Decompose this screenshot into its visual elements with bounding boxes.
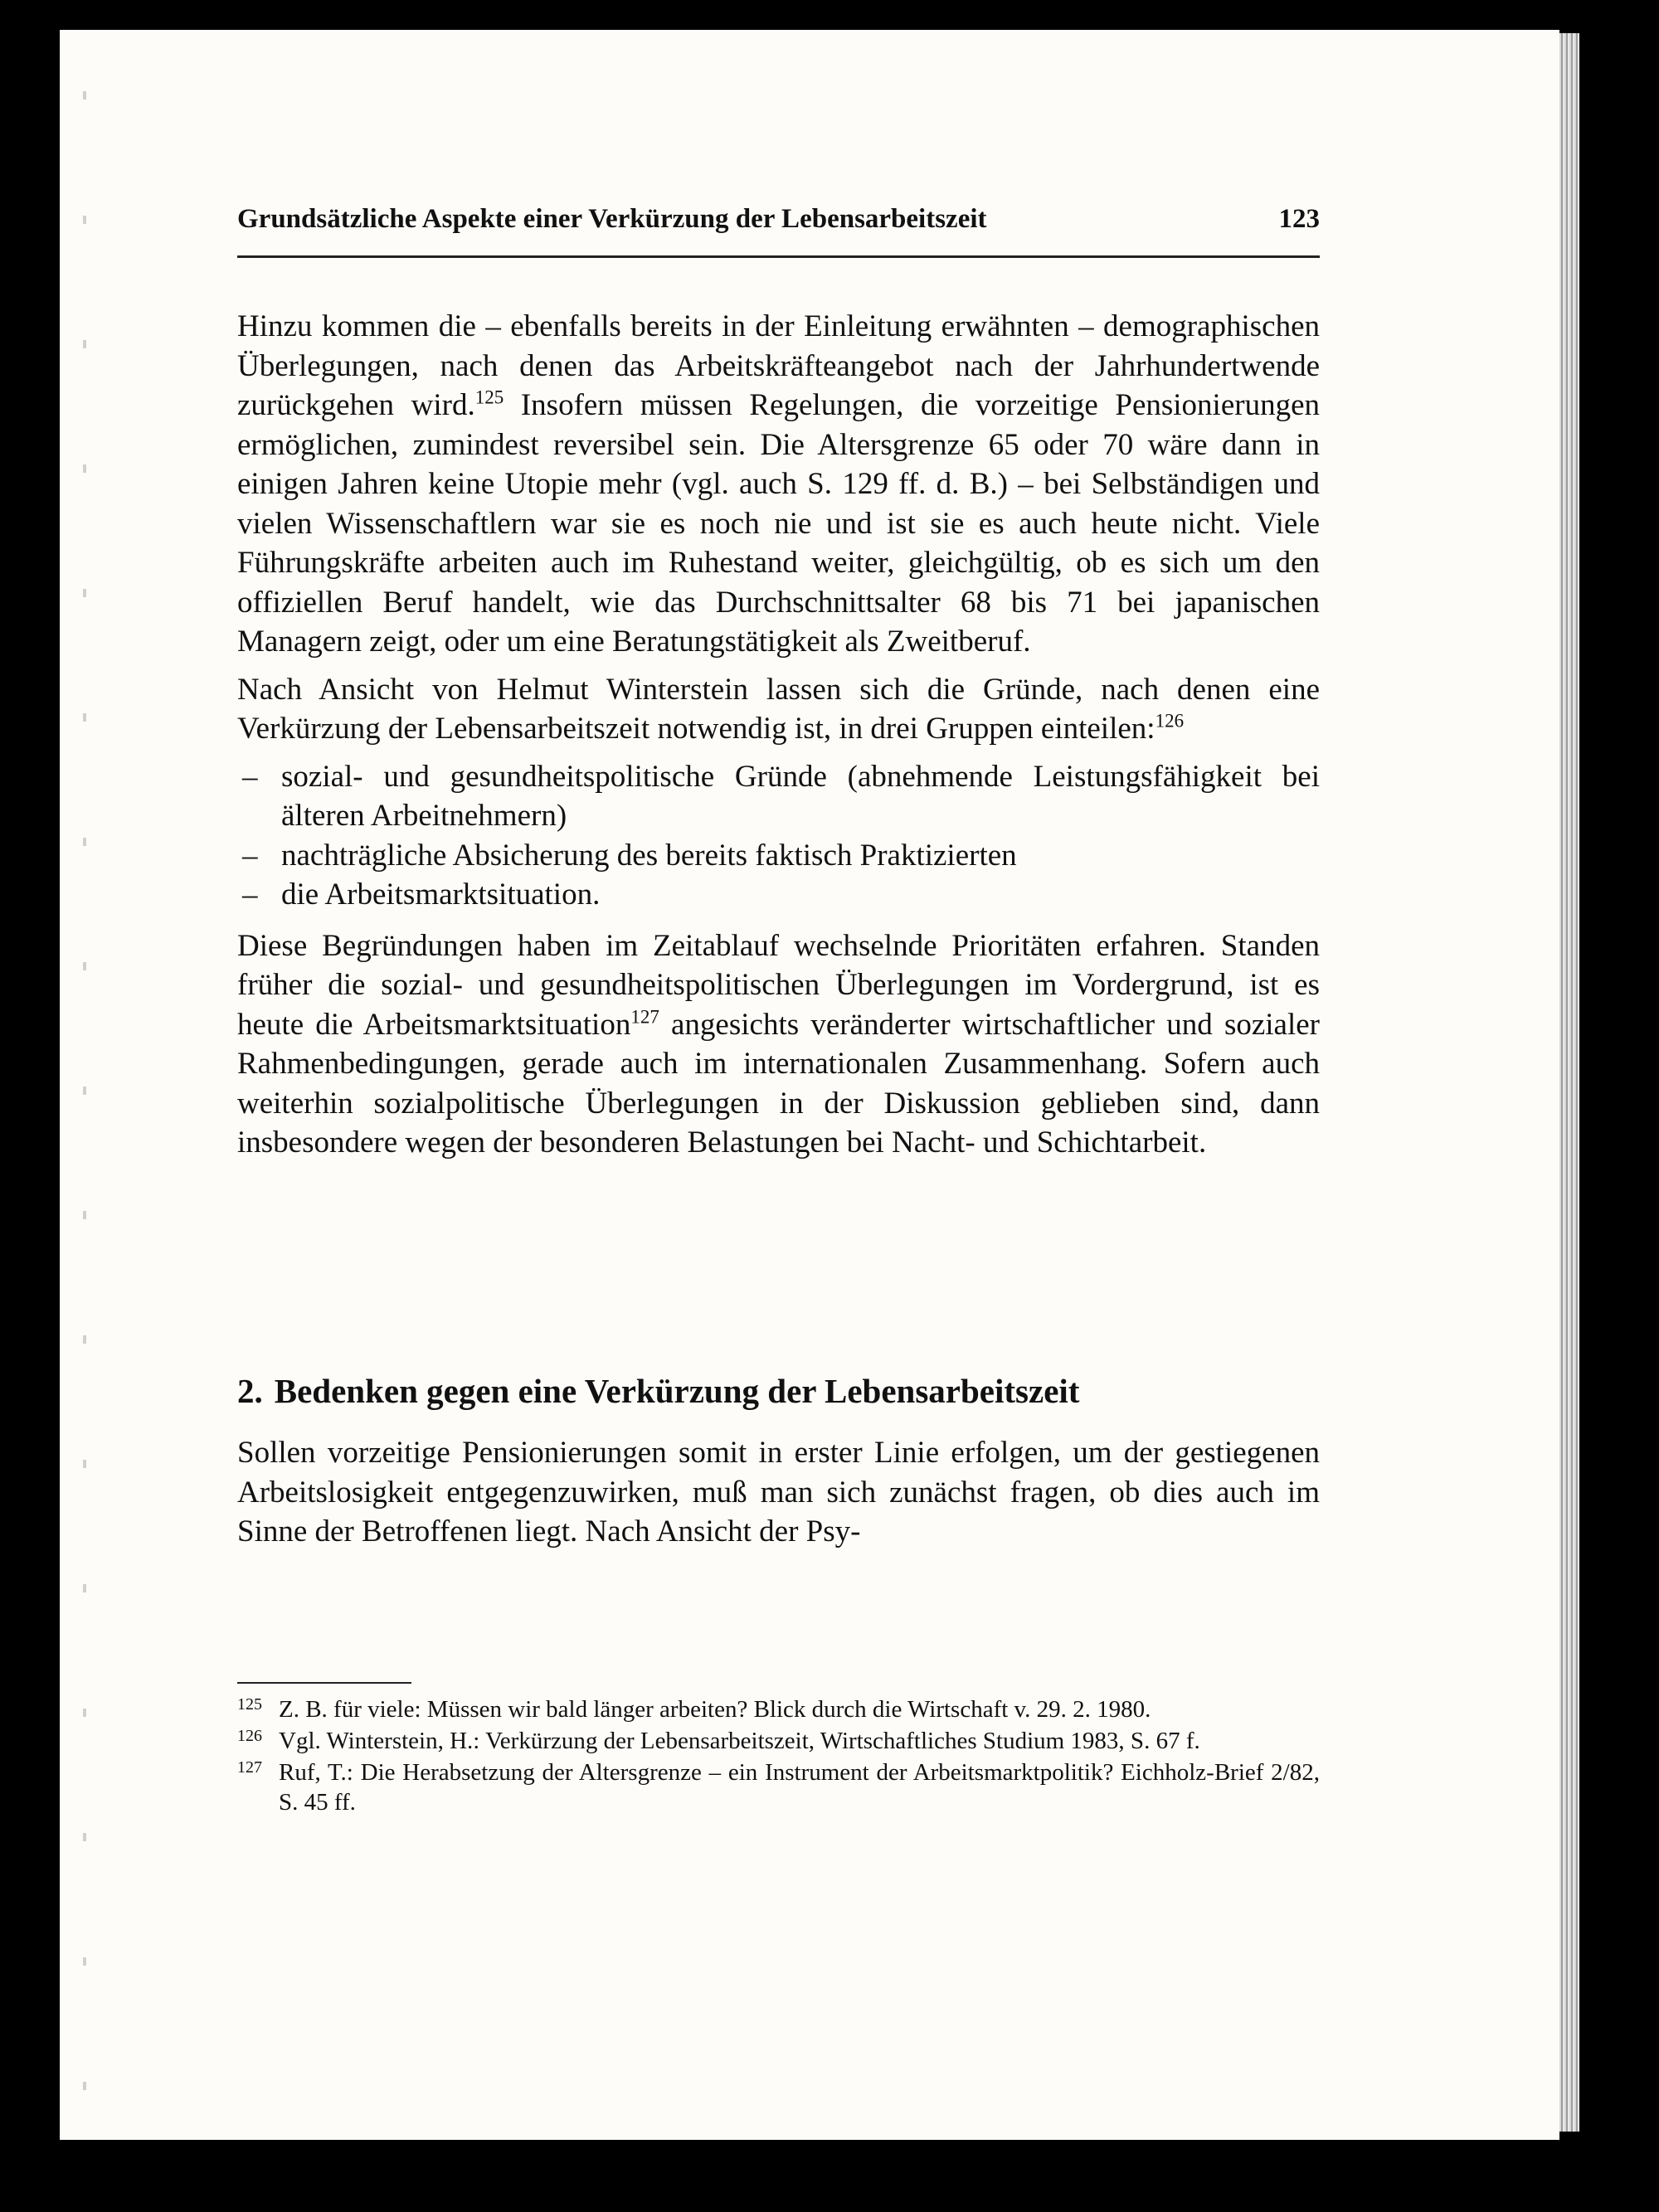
section-number: 2. (237, 1372, 263, 1410)
paragraph-2-text: Nach Ansicht von Helmut Winterstein lassen sich die Gründe, nach denen eine Verkürzung der Lebensarbeitszeit notwendig ist, in drei Gruppen einteilen: (237, 672, 1320, 746)
section-paragraph: Sollen vorzeitige Pensionierungen somit in erster Linie erfolgen, um der gestiegenen Arbeitslosigkeit entgegenzuwirken, muß man sich zunächst fragen, ob dies auch im Sinne der Betroffenen liegt. Nach Ansicht der Psy- (237, 1436, 1320, 1548)
paragraph-1 (237, 307, 1320, 662)
footnote-number: 125 (237, 1695, 262, 1714)
list-item: – sozial- und gesundheitspolitische Gründe (abnehmende Leistungsfähigkeit bei älteren Arbeitnehmern) (237, 757, 1320, 836)
footnote-text: Vgl. Winterstein, H.: Verkürzung der Lebensarbeitszeit, Wirtschaftliches Studium 1983, S. 67 f. (279, 1728, 1200, 1754)
footnote-text: Z. B. für viele: Müssen wir bald länger arbeiten? Blick durch die Wirtschaft v. 29. 2. 1980. (279, 1696, 1151, 1723)
reasons-list (237, 757, 1320, 915)
spine-shadow (83, 33, 86, 2123)
footnote-127 (237, 1757, 1320, 1817)
paragraph-2 (237, 670, 1320, 749)
footnote-number: 126 (237, 1727, 262, 1745)
paragraph-3-text-a: Diese Begründungen haben im Zeitablauf wechselnde Prioritäten erfahren. Standen früher die sozial- und gesundheitspolitischen Überlegungen im Vordergrund, ist es heute die Arbeitsmarktsituation (237, 928, 1320, 1042)
footnotes (237, 1694, 1320, 1819)
section-2 (237, 1370, 1320, 1552)
paragraph-3 (237, 926, 1320, 1163)
footnote-ref-125[interactable]: 125 (474, 386, 504, 408)
section-title: Bedenken gegen eine Verkürzung der Lebensarbeitszeit (274, 1372, 1080, 1410)
paragraph-1-text-b: Insofern müssen Regelungen, die vorzeitige Pensionierungen ermöglichen, zumindest reversibel sein. Die Altersgrenze 65 oder 70 wäre dann in einigen Jahren keine Utopie mehr (vgl. auch S. 129 ff. d. B.) – bei Selbständigen und vielen Wissenschaftlern war sie es noch nie und ist sie es auch heute nicht. Viele Führungskräfte arbeiten auch im Ruhestand weiter, gleichgültig, ob es sich um den offiziellen Beruf handelt, wie das Durchschnittsalter 68 bis 71 bei japanischen Managern zeigt, oder um eine Beratungstätigkeit als Zweitberuf. (237, 388, 1320, 659)
main-text (237, 307, 1320, 1163)
paragraph-1-text-a: Hinzu kommen die – ebenfalls bereits in der Einleitung erwähnten – demographischen Überlegungen, nach denen das Arbeitskräfteangebot nach der Jahrhundertwende zurückgehen wird. (237, 309, 1320, 422)
paragraph-3-text-b: angesichts veränderter wirtschaftlicher und sozialer Rahmenbedingungen, gerade auch im internationalen Zusammenhang. Sofern auch weiterhin sozialpolitische Überlegungen in der Diskussion geblieben sind, dann insbesondere wegen der besonderen Belastungen bei Nacht- und Schichtarbeit. (237, 1007, 1321, 1159)
list-item: – die Arbeitsmarktsituation. (237, 875, 1320, 915)
footnote-number: 127 (237, 1758, 262, 1777)
footnote-ref-127[interactable]: 127 (630, 1006, 659, 1028)
running-title: Grundsätzliche Aspekte einer Verkürzung der Lebensarbeitszeit (237, 204, 987, 234)
footnote-ref-126[interactable]: 126 (1155, 710, 1185, 732)
footnote-126 (237, 1726, 1320, 1756)
section-heading (237, 1370, 1320, 1412)
footnote-divider (237, 1682, 411, 1684)
page-number: 123 (1278, 204, 1320, 234)
list-item: – nachträgliche Absicherung des bereits faktisch Praktizierten (237, 836, 1320, 876)
footnote-125 (237, 1694, 1320, 1724)
footnote-text: Ruf, T.: Die Herabsetzung der Altersgrenze – ein Instrument der Arbeitsmarktpolitik? Eichholz-Brief 2/82, S. 45 ff. (279, 1759, 1320, 1816)
running-header (237, 204, 1320, 258)
page-stack-edge (1559, 33, 1579, 2132)
